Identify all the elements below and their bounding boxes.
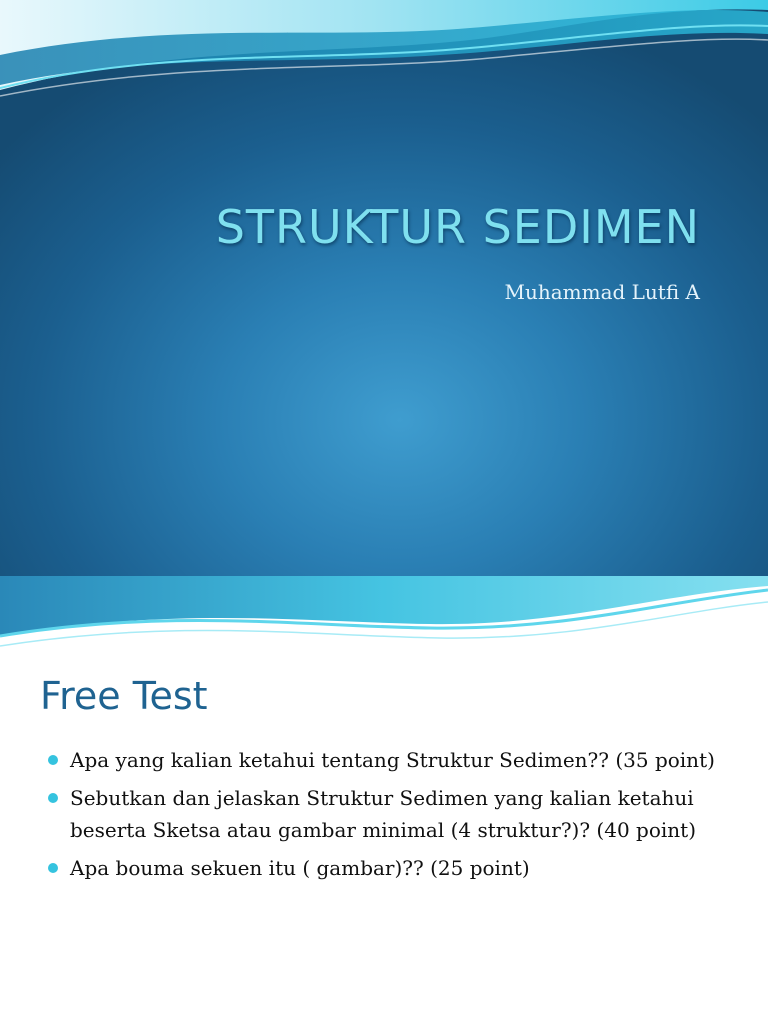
list-item-text: Apa bouma sekuen itu ( gambar)?? (25 point) (70, 856, 530, 880)
list-item (46, 782, 726, 846)
bullet-icon (48, 793, 58, 803)
list-item (46, 744, 726, 776)
list-item (46, 852, 726, 884)
slide-subtitle: Muhammad Lutfi A (504, 280, 700, 304)
bullet-icon (48, 755, 58, 765)
content-slide (0, 576, 768, 1024)
header-wave-decoration (0, 576, 768, 666)
list-item-text: Apa yang kalian ketahui tentang Struktur Sedimen?? (35 point) (70, 748, 715, 772)
list-item-text: Sebutkan dan jelaskan Struktur Sedimen yang kalian ketahui beserta Sketsa atau gambar minimal (4 struktur?)? (40 point) (70, 786, 696, 842)
bullet-icon (48, 863, 58, 873)
slide-title: STRUKTUR SEDIMEN (215, 200, 700, 254)
slide-heading: Free Test (40, 674, 208, 718)
top-wave-decoration (0, 0, 768, 110)
bullet-list (46, 744, 726, 890)
